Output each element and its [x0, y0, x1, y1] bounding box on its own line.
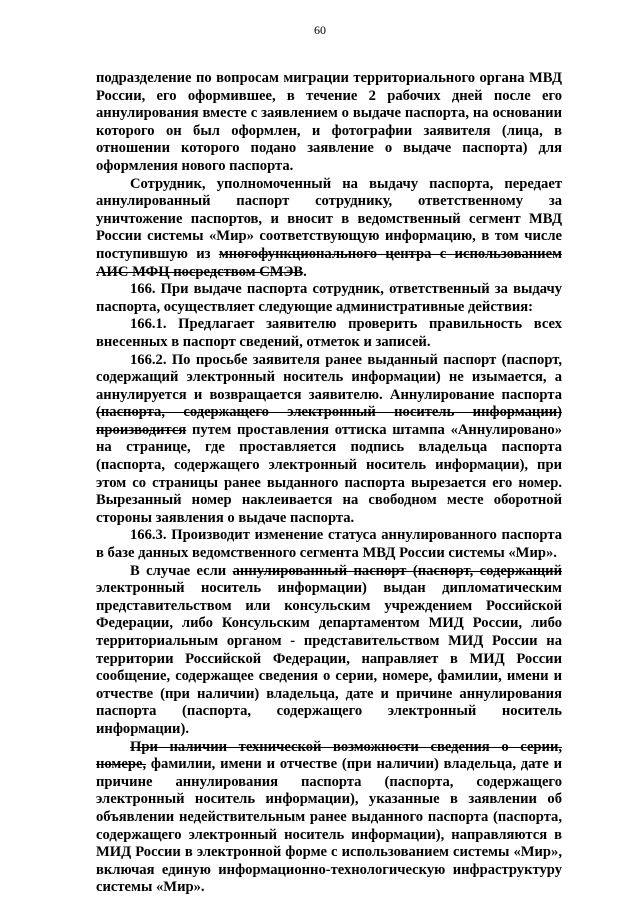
paragraph-text: путем проставления оттиска штампа «Аннулировано» на странице, где проставляется подпись владельца паспорта (паспорта, содержащего электронный носитель информации), при этом со страницы ранее выданного паспорта вырезается его номер. Вырезанный номер наклеивается на свободном месте оборотной стороны заявления о выдаче паспорта. [96, 421, 562, 526]
struck-text: многофункционального центра с использованием АИС МФЦ посредством СМЭВ [96, 245, 562, 280]
paragraph [96, 281, 562, 316]
paragraph-text: В случае если [130, 562, 233, 579]
paragraph-text: 166.3. Производит изменение статуса аннулированного паспорта в базе данных ведомственного сегмента МВД России системы «Мир». [96, 527, 562, 562]
paragraph [96, 739, 562, 897]
paragraph [96, 316, 562, 351]
paragraph-text: подразделение по вопросам миграции территориального органа МВД России, его оформившее, в течение 2 рабочих дней после его аннулирования вместе с заявлением о выдаче паспорта, на основании которого он был оформлен, и фотографии заявителя (лица, в отношении которого подано заявление о выдаче паспорта) для оформления нового паспорта. [96, 70, 562, 174]
paragraph-text: . [303, 263, 307, 280]
paragraph [96, 527, 562, 562]
struck-text: аннулированный паспорт (паспорт, содержащий [232, 562, 562, 579]
paragraph-text: Сотрудник, уполномоченный на выдачу паспорта, передает аннулированный паспорт сотруднику, ответственному за уничтожение паспортов, и вносит в ведомственный сегмент МВД России системы «Мир» соответствующую информацию, в том числе поступившую из [96, 175, 562, 262]
page-number: 60 [314, 23, 326, 37]
paragraph [96, 176, 562, 282]
paragraph [96, 563, 562, 739]
paragraph [96, 352, 562, 528]
paragraph-text: 166.2. По просьбе заявителя ранее выданный паспорт (паспорт, содержащий электронный носитель информации) не изымается, а аннулируется и возвращается заявителю. Аннулирование паспорта [96, 351, 562, 403]
paragraph-text: 166.1. Предлагает заявителю проверить правильность всех внесенных в паспорт сведений, отметок и записей. [96, 316, 562, 350]
paragraph-text: 166. При выдаче паспорта сотрудник, ответственный за выдачу паспорта, осуществляет следующие административные действия: [96, 281, 562, 315]
paragraph-text: фамилии, имени и отчестве (при наличии) владельца, дате и причине аннулирования паспорта (паспорта, содержащего электронный носитель информации), указанные в заявлении об объявлении недействительным ранее выданного паспорта (паспорта, содержащего электронный носитель информации), направляются в МИД России в электронной форме с использованием системы «Мир», включая единую информационно-технологическую инфраструктуру системы «Мир». [96, 756, 562, 896]
paragraph [96, 70, 562, 176]
document-body [96, 70, 562, 897]
struck-text: При наличии технической возможности сведения о серии, номере, [96, 738, 562, 773]
paragraph-text: электронный носитель информации) выдан дипломатическим представительством или консульским учреждением Российской Федерации, либо Консульским департаментом МИД России, либо территориальным органом - представительством МИД России на территории Российской Федерации, направляет в МИД России сообщение, содержащее сведения о серии, номере, фамилии, имени и отчестве (при наличии) владельца, дате и причине аннулирования паспорта (паспорта, содержащего электронный носитель информации). [96, 580, 562, 737]
struck-text: (паспорта, содержащего электронный носитель информации) производится [96, 404, 562, 438]
